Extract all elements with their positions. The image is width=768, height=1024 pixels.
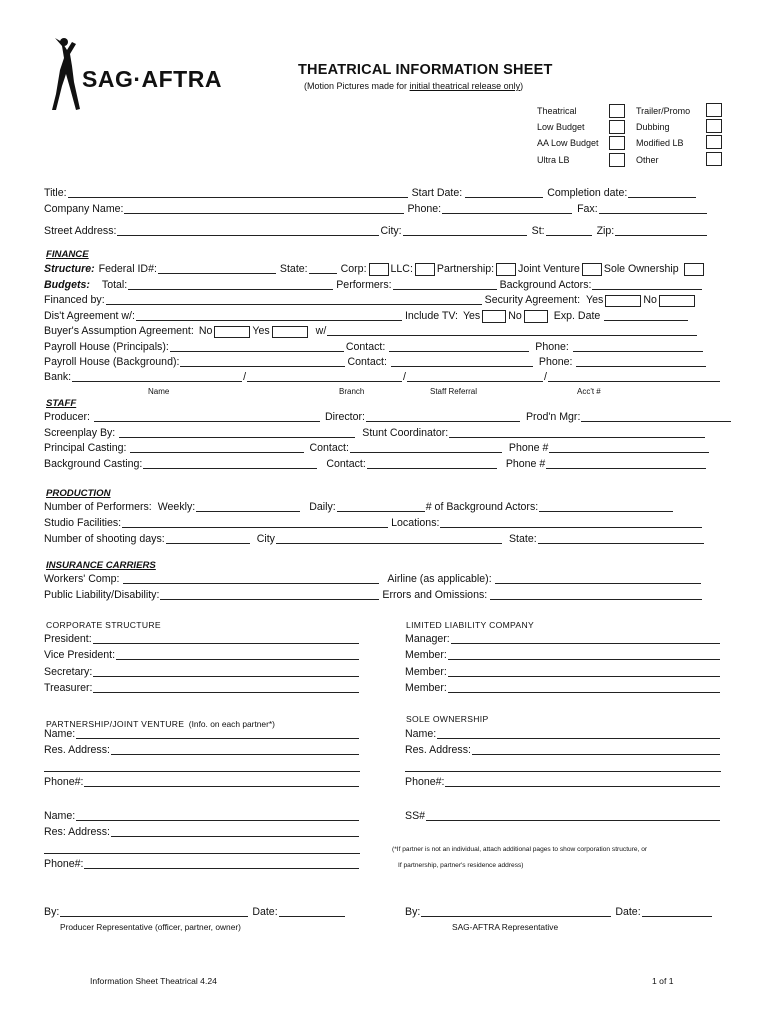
sole-name-label: Name: [405, 728, 437, 740]
category-label-dubbing: Dubbing [636, 122, 670, 132]
row-company [44, 203, 708, 216]
street-address-field[interactable] [117, 225, 379, 236]
member-2-label: Member: [405, 666, 447, 678]
treasurer-field[interactable] [93, 682, 359, 693]
row-sag-signature [405, 906, 713, 919]
row-bank [44, 371, 721, 384]
bank-slash-3: / [544, 371, 547, 383]
completion-date-field[interactable] [628, 187, 696, 198]
row-dist-agreement [44, 310, 689, 323]
sole-ss-label: SS# [405, 810, 426, 822]
category-checkbox-trailer-promo[interactable] [706, 103, 722, 117]
performers-budget-field[interactable] [393, 279, 497, 290]
row-partner-2-name [44, 810, 360, 823]
stunt-coordinator-field[interactable] [449, 427, 705, 438]
row-screenplay [44, 427, 706, 440]
sag-by-label: By: [405, 906, 421, 918]
security-no-box[interactable] [659, 295, 695, 307]
bank-col-branch: Branch [339, 387, 365, 396]
category-label-trailer-promo: Trailer/Promo [636, 106, 691, 116]
include-tv-yes-box[interactable] [482, 310, 506, 323]
security-yes-label: Yes [586, 294, 604, 306]
president-label: President: [44, 633, 92, 645]
bank-col-staff-referral: Staff Referral [430, 387, 477, 396]
exp-date-field[interactable] [604, 310, 688, 321]
bank-branch-field[interactable] [247, 371, 402, 382]
st-field[interactable] [546, 225, 592, 236]
federal-id-field[interactable] [158, 263, 276, 274]
row-financed-by [44, 294, 697, 307]
production-heading: PRODUCTION [46, 488, 111, 499]
secretary-label: Secretary: [44, 666, 93, 678]
subtitle-prefix: (Motion Pictures made for [304, 81, 410, 91]
director-field[interactable] [366, 411, 520, 422]
performers-budget-label: Performers: [336, 279, 392, 291]
include-tv-no-label: No [508, 310, 522, 322]
stunt-coordinator-label: Stunt Coordinator: [362, 427, 449, 439]
include-tv-yes-label: Yes [462, 310, 481, 322]
production-state-label: State: [508, 533, 537, 545]
buyers-w-label: w/ [315, 325, 327, 337]
sole-ownership-checkbox[interactable] [684, 263, 704, 276]
payroll-principals-contact-label: Contact: [345, 341, 386, 353]
zip-label: Zip: [596, 225, 615, 237]
daily-field[interactable] [337, 501, 425, 512]
title-field[interactable] [68, 187, 408, 198]
row-manager [405, 633, 721, 646]
financed-by-field[interactable] [106, 294, 482, 305]
llc-heading: LIMITED LIABILITY COMPANY [406, 620, 535, 630]
row-member-2 [405, 666, 721, 679]
sole-name-field[interactable] [437, 728, 720, 739]
daily-label: Daily: [309, 501, 336, 513]
dist-agreement-field[interactable] [136, 310, 402, 321]
manager-field[interactable] [451, 633, 720, 644]
weekly-label: Weekly: [157, 501, 196, 513]
airline-label: Airline (as applicable): [387, 573, 492, 585]
buyers-no-label: No [198, 325, 213, 337]
row-member-3 [405, 682, 721, 695]
president-field[interactable] [93, 633, 359, 644]
row-sole-ss [405, 810, 721, 823]
member-3-label: Member: [405, 682, 447, 694]
corp-label: Corp: [340, 263, 367, 275]
member-1-label: Member: [405, 649, 447, 661]
partner-2-phone-field[interactable] [84, 858, 359, 869]
workers-comp-field[interactable] [123, 573, 379, 584]
number-of-performers-label: Number of Performers: [44, 501, 152, 513]
row-vice-president [44, 649, 360, 662]
producer-signature-field[interactable] [60, 906, 248, 917]
category-checkbox-low-budget[interactable] [609, 120, 625, 134]
producer-field[interactable] [94, 411, 320, 422]
shooting-days-field[interactable] [166, 533, 250, 544]
background-casting-label: Background Casting: [44, 458, 143, 470]
payroll-background-contact-field[interactable] [391, 356, 533, 367]
total-budget-field[interactable] [128, 279, 333, 290]
shooting-days-label: Number of shooting days: [44, 533, 165, 545]
production-city-label: City [256, 533, 275, 545]
row-workers-comp [44, 573, 702, 586]
partner-2-address-field[interactable] [111, 826, 359, 837]
partner-footnote-2: If partnership, partner's residence address) [398, 862, 524, 869]
sag-date-field[interactable] [642, 906, 712, 917]
partner-2-address-label: Res: Address: [44, 826, 110, 838]
total-label: Total: [101, 279, 128, 291]
payroll-background-contact-label: Contact: [347, 356, 387, 368]
fax-field[interactable] [599, 203, 707, 214]
prodn-mgr-label: Prod'n Mgr: [525, 411, 581, 423]
category-label-aa-low-budget: AA Low Budget [537, 138, 599, 148]
partner-1-phone-label: Phone#: [44, 776, 84, 788]
company-phone-label: Phone: [407, 203, 442, 215]
errors-omissions-label: Errors and Omissions: [382, 589, 488, 601]
partner-1-name-field[interactable] [76, 728, 359, 739]
partner-2-address-line-2[interactable] [44, 853, 360, 854]
st-label: St: [531, 225, 545, 237]
sole-address-field[interactable] [472, 744, 720, 755]
bank-col-account: Acc't # [577, 387, 601, 396]
background-casting-contact-label: Contact: [326, 458, 366, 470]
row-background-casting [44, 458, 707, 471]
dancer-figure-icon [50, 36, 84, 112]
partner-1-phone-field[interactable] [84, 776, 359, 787]
llc-checkbox[interactable] [415, 263, 435, 276]
sag-aftra-logo [50, 36, 235, 112]
partner-1-address-field[interactable] [111, 744, 359, 755]
dist-agreement-label: Dis't Agreement w/: [44, 310, 135, 322]
payroll-principals-contact-field[interactable] [389, 341, 529, 352]
row-producer [44, 411, 732, 424]
row-principal-casting [44, 442, 710, 455]
sole-ownership-label: Sole Ownership [603, 263, 679, 275]
member-1-field[interactable] [448, 649, 720, 660]
row-president [44, 633, 360, 646]
sag-representative-caption: SAG-AFTRA Representative [452, 922, 559, 932]
exp-date-label: Exp. Date [553, 310, 601, 322]
principal-casting-contact-label: Contact: [309, 442, 349, 454]
include-tv-no-box[interactable] [524, 310, 548, 323]
production-state-field[interactable] [538, 533, 704, 544]
principal-casting-label: Principal Casting: [44, 442, 127, 454]
insurance-heading: INSURANCE CARRIERS [46, 560, 156, 571]
structure-label: Structure: [44, 263, 95, 275]
footer-form-name: Information Sheet Theatrical 4.24 [90, 976, 217, 986]
public-liability-field[interactable] [160, 589, 379, 600]
member-3-field[interactable] [448, 682, 720, 693]
row-sole-address [405, 744, 721, 757]
corp-checkbox[interactable] [369, 263, 389, 276]
row-payroll-background [44, 356, 707, 369]
row-partner-1-name [44, 728, 360, 741]
payroll-principals-phone-field[interactable] [573, 341, 703, 352]
member-2-field[interactable] [448, 666, 720, 677]
payroll-background-phone-label: Phone: [538, 356, 573, 368]
num-background-actors-field[interactable] [539, 501, 673, 512]
row-structure [44, 263, 706, 276]
buyers-yes-box[interactable] [272, 326, 308, 338]
partner-footnote-1: (*If partner is not an individual, attach additional pages to show corporation structure, or [392, 846, 648, 853]
bank-col-name: Name [148, 387, 170, 396]
airline-field[interactable] [495, 573, 701, 584]
company-phone-field[interactable] [442, 203, 572, 214]
partner-1-address-line-2[interactable] [44, 771, 360, 772]
federal-id-label: Federal ID#: [98, 263, 157, 275]
payroll-principals-field[interactable] [170, 341, 344, 352]
security-agreement-label: Security Agreement: [484, 294, 581, 306]
num-background-actors-label: # of Background Actors: [425, 501, 539, 513]
errors-omissions-field[interactable] [490, 589, 702, 600]
company-name-label: Company Name: [44, 203, 124, 215]
category-checkbox-aa-low-budget[interactable] [609, 136, 625, 150]
locations-field[interactable] [440, 517, 702, 528]
producer-date-label: Date: [252, 906, 278, 918]
producer-date-field[interactable] [279, 906, 345, 917]
row-buyers-assumption [44, 325, 698, 338]
row-shooting-days [44, 533, 705, 546]
buyers-yes-label: Yes [252, 325, 270, 337]
footer-page-number: 1 of 1 [652, 976, 674, 986]
row-treasurer [44, 682, 360, 695]
category-label-modified-lb: Modified LB [636, 138, 684, 148]
completion-date-label: Completion date: [547, 187, 628, 199]
page-title: THEATRICAL INFORMATION SHEET [298, 62, 553, 78]
row-partner-2-phone [44, 858, 360, 871]
partner-2-name-field[interactable] [76, 810, 359, 821]
partnership-heading: PARTNERSHIP/JOINT VENTURE [46, 719, 185, 729]
llc-label: LLC: [390, 263, 413, 275]
category-checkbox-theatrical[interactable] [609, 104, 625, 118]
start-date-label: Start Date: [411, 187, 463, 199]
subtitle-suffix: ) [520, 81, 524, 91]
buyers-assumption-label: Buyer's Assumption Agreement: [44, 325, 194, 337]
background-casting-field[interactable] [143, 458, 317, 469]
vice-president-label: Vice President: [44, 649, 116, 661]
fax-label: Fax: [577, 203, 598, 215]
category-checkbox-ultra-lb[interactable] [609, 153, 625, 167]
start-date-field[interactable] [465, 187, 543, 198]
corporate-structure-heading: CORPORATE STRUCTURE [46, 620, 161, 630]
payroll-background-field[interactable] [180, 356, 345, 367]
category-checkbox-dubbing[interactable] [706, 119, 722, 133]
row-address [44, 225, 708, 238]
bank-slash-1: / [243, 371, 247, 383]
category-label-theatrical: Theatrical [537, 106, 577, 116]
principal-casting-contact-field[interactable] [350, 442, 502, 453]
producer-representative-caption: Producer Representative (officer, partner, owner) [60, 922, 241, 932]
principal-casting-phone-label: Phone # [508, 442, 549, 454]
include-tv-label: Include TV: [404, 310, 458, 322]
buyers-w-field[interactable] [327, 325, 697, 336]
joint-venture-checkbox[interactable] [582, 263, 602, 276]
bank-staff-referral-field[interactable] [407, 371, 543, 382]
company-name-field[interactable] [124, 203, 404, 214]
city-field[interactable] [403, 225, 527, 236]
row-studio [44, 517, 703, 530]
screenplay-by-label: Screenplay By: [44, 427, 116, 439]
sole-phone-field[interactable] [445, 776, 720, 787]
joint-venture-label: Joint Venture [518, 263, 580, 275]
security-yes-box[interactable] [605, 295, 641, 307]
partnership-label: Partnership: [436, 263, 495, 275]
sole-ownership-heading: SOLE OWNERSHIP [406, 714, 489, 724]
principal-casting-phone-field[interactable] [549, 442, 709, 453]
bank-slash-2: / [403, 371, 406, 383]
background-casting-phone-label: Phone # [505, 458, 546, 470]
sole-ss-field[interactable] [426, 810, 720, 821]
payroll-principals-phone-label: Phone: [535, 341, 569, 353]
payroll-background-label: Payroll House (Background): [44, 356, 180, 368]
manager-label: Manager: [405, 633, 450, 645]
page-subtitle [304, 81, 523, 92]
category-label-other: Other [636, 155, 659, 165]
partner-2-name-label: Name: [44, 810, 76, 822]
payroll-background-phone-field[interactable] [576, 356, 706, 367]
partner-1-address-label: Res. Address: [44, 744, 110, 756]
treasurer-label: Treasurer: [44, 682, 93, 694]
screenplay-by-field[interactable] [119, 427, 355, 438]
row-secretary [44, 666, 360, 679]
sag-signature-field[interactable] [421, 906, 611, 917]
director-label: Director: [324, 411, 365, 423]
studio-facilities-label: Studio Facilities: [44, 517, 122, 529]
partner-2-phone-label: Phone#: [44, 858, 84, 870]
street-address-label: Street Address: [44, 225, 117, 237]
category-label-low-budget: Low Budget [537, 122, 585, 132]
buyers-no-box[interactable] [214, 326, 250, 338]
row-budgets [44, 279, 703, 292]
bank-account-field[interactable] [548, 371, 720, 382]
row-partner-1-address [44, 744, 360, 757]
zip-field[interactable] [615, 225, 707, 236]
partner-1-name-label: Name: [44, 728, 76, 740]
row-sole-phone [405, 776, 721, 789]
row-member-1 [405, 649, 721, 662]
sole-address-label: Res. Address: [405, 744, 471, 756]
finance-heading: FINANCE [46, 249, 89, 260]
partnership-checkbox[interactable] [496, 263, 516, 276]
staff-heading: STAFF [46, 398, 77, 409]
prodn-mgr-field[interactable] [581, 411, 731, 422]
city-label: City: [380, 225, 402, 237]
row-partner-1-phone [44, 776, 360, 789]
background-actors-budget-label: Background Actors: [499, 279, 592, 291]
security-no-label: No [643, 294, 657, 306]
category-label-ultra-lb: Ultra LB [537, 155, 570, 165]
title-label: Title: [44, 187, 67, 199]
row-public-liability [44, 589, 703, 602]
sag-date-label: Date: [615, 906, 641, 918]
secretary-field[interactable] [93, 666, 359, 677]
financed-by-label: Financed by: [44, 294, 105, 306]
producer-by-label: By: [44, 906, 60, 918]
row-sole-name [405, 728, 721, 741]
studio-facilities-field[interactable] [122, 517, 388, 528]
row-payroll-principals [44, 341, 704, 354]
category-checkbox-other[interactable] [706, 152, 722, 166]
vice-president-field[interactable] [116, 649, 359, 660]
weekly-field[interactable] [196, 501, 300, 512]
bank-label: Bank: [44, 371, 72, 383]
public-liability-label: Public Liability/Disability: [44, 589, 160, 601]
sole-phone-label: Phone#: [405, 776, 445, 788]
logo-text: SAG·AFTRA [82, 66, 222, 92]
structure-state-label: State: [279, 263, 308, 275]
producer-label: Producer: [44, 411, 90, 423]
budgets-label: Budgets: [44, 279, 90, 291]
production-city-field[interactable] [276, 533, 502, 544]
structure-state-field[interactable] [309, 263, 337, 274]
row-partner-2-address [44, 826, 360, 839]
partnership-heading-note: (Info. on each partner*) [188, 719, 275, 729]
category-checkbox-modified-lb[interactable] [706, 135, 722, 149]
workers-comp-label: Workers' Comp: [44, 573, 120, 585]
background-casting-phone-field[interactable] [546, 458, 706, 469]
row-performers [44, 501, 674, 514]
row-title [44, 187, 697, 200]
background-casting-contact-field[interactable] [367, 458, 497, 469]
background-actors-budget-field[interactable] [592, 279, 702, 290]
row-producer-signature [44, 906, 346, 919]
payroll-principals-label: Payroll House (Principals): [44, 341, 169, 353]
subtitle-underlined: initial theatrical release only [409, 81, 521, 91]
bank-name-field[interactable] [72, 371, 242, 382]
sole-address-line-2[interactable] [405, 771, 721, 772]
locations-label: Locations: [391, 517, 440, 529]
principal-casting-field[interactable] [130, 442, 304, 453]
